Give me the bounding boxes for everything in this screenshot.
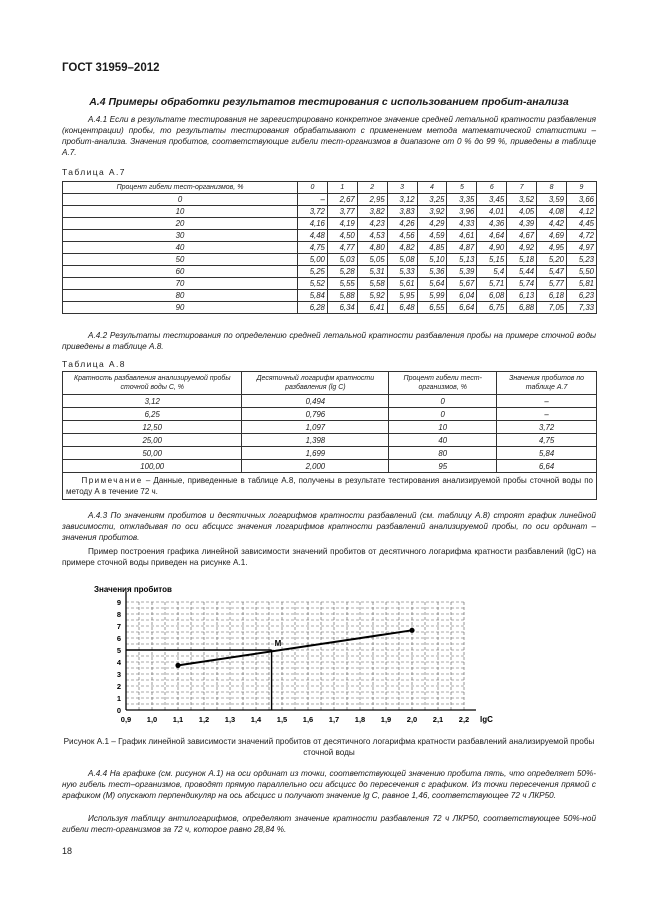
table-cell: 4,75 <box>298 242 328 254</box>
table-row <box>63 254 597 266</box>
table-a7 <box>62 181 597 314</box>
table-row-label: 80 <box>63 290 298 302</box>
table-cell: 4,01 <box>477 206 507 218</box>
table-row-label: 60 <box>63 266 298 278</box>
table-header-row <box>63 372 597 395</box>
x-tick-label: 1,7 <box>328 715 340 724</box>
table-row <box>63 218 597 230</box>
table-cell: 100,00 <box>63 460 242 473</box>
table-cell: 6,28 <box>298 302 328 314</box>
table-header-cell: Кратность разбавления анализируемой пробы сточной воды С, % <box>63 372 242 395</box>
table-cell: 5,20 <box>537 254 567 266</box>
table-cell: 5,25 <box>298 266 328 278</box>
table-cell: 1,398 <box>242 434 389 447</box>
table-cell: 5,05 <box>357 254 387 266</box>
table-cell: 3,25 <box>417 194 447 206</box>
table-header-cell: 1 <box>327 182 357 194</box>
series-line <box>178 630 412 665</box>
note-label: Примечание <box>81 476 143 485</box>
paragraph-a42: А.4.2 Результаты тестирования по определению средней летальной кратности разбавления пробы на примере сточной воды приведены в таблице А.8. <box>62 331 596 351</box>
table-header-cell: 7 <box>507 182 537 194</box>
table-cell: 6,13 <box>507 290 537 302</box>
table-row-label: 10 <box>63 206 298 218</box>
table-cell: 6,04 <box>447 290 477 302</box>
table-cell: 0,796 <box>242 408 389 421</box>
table-cell: 4,12 <box>567 206 597 218</box>
table-cell: 5,74 <box>507 278 537 290</box>
x-tick-label: 1,3 <box>224 715 236 724</box>
table-cell: 5,00 <box>298 254 328 266</box>
table-cell: 4,08 <box>537 206 567 218</box>
table-note <box>63 473 597 500</box>
paragraph-a44b: Используя таблицу антилогарифмов, определяют значение кратности разбавления 72 ч ЛКР50, соответствующее 50%-ной гибели тест-организмов за 72 ч, которое равно 28,84 %. <box>62 814 596 834</box>
y-tick-label: 1 <box>116 694 121 703</box>
table-cell: 1,699 <box>242 447 389 460</box>
table-cell: 6,25 <box>63 408 242 421</box>
data-point <box>409 628 414 633</box>
paragraph-a43b: Пример построения графика линейной зависимости значений пробитов от десятичного логарифма кратности разбавлений (lgC) на примере сточной воды приведен на рисунке А.1. <box>62 547 596 567</box>
table-cell: 5,81 <box>567 278 597 290</box>
table-row <box>63 447 597 460</box>
table-cell: 5,50 <box>567 266 597 278</box>
table-cell: 6,75 <box>477 302 507 314</box>
table-cell: 3,45 <box>477 194 507 206</box>
table-row <box>63 421 597 434</box>
table-cell: 5,92 <box>357 290 387 302</box>
table-cell: 4,95 <box>537 242 567 254</box>
chart-y-label: Значения пробитов <box>94 585 172 594</box>
table-cell: 5,36 <box>417 266 447 278</box>
x-tick-label: 1,6 <box>302 715 314 724</box>
x-tick-label: 2,1 <box>432 715 444 724</box>
table-note-row <box>63 473 597 500</box>
table-cell: 25,00 <box>63 434 242 447</box>
page-number: 18 <box>62 846 73 856</box>
table-cell: 4,80 <box>357 242 387 254</box>
y-tick-label: 0 <box>116 706 121 715</box>
table-row-label: 70 <box>63 278 298 290</box>
x-tick-label: 1,5 <box>276 715 288 724</box>
table-cell: 4,33 <box>447 218 477 230</box>
table-cell: 5,44 <box>507 266 537 278</box>
table-cell: 5,52 <box>298 278 328 290</box>
data-point <box>175 663 180 668</box>
table-cell: 4,77 <box>327 242 357 254</box>
table-cell: 5,10 <box>417 254 447 266</box>
table-cell: 4,97 <box>567 242 597 254</box>
table-cell: 5,88 <box>327 290 357 302</box>
table-row-label: 50 <box>63 254 298 266</box>
table-cell: 5,71 <box>477 278 507 290</box>
table-cell: 5,08 <box>387 254 417 266</box>
table-cell: 5,13 <box>447 254 477 266</box>
table-cell: 10 <box>389 421 497 434</box>
table-cell: 5,99 <box>417 290 447 302</box>
table-cell: 4,42 <box>537 218 567 230</box>
table-cell: 4,19 <box>327 218 357 230</box>
table-cell: 4,48 <box>298 230 328 242</box>
table-cell: 4,56 <box>387 230 417 242</box>
table-header-cell: 0 <box>298 182 328 194</box>
table-row <box>63 242 597 254</box>
y-tick-label: 5 <box>116 646 121 655</box>
table-cell: 5,23 <box>567 254 597 266</box>
table-cell: 5,67 <box>447 278 477 290</box>
table-row <box>63 266 597 278</box>
table-cell: 6,18 <box>537 290 567 302</box>
x-tick-label: 1,9 <box>380 715 392 724</box>
table-cell: 6,64 <box>497 460 597 473</box>
y-tick-label: 9 <box>116 598 121 607</box>
table-cell: 4,82 <box>387 242 417 254</box>
table-cell: 4,36 <box>477 218 507 230</box>
table-header-cell: Процент гибели тест-организмов, % <box>389 372 497 395</box>
table-cell: 4,85 <box>417 242 447 254</box>
paragraph-a44a: А.4.4 На графике (см. рисунок А.1) на оси ординат из точки, соответствующей значению пробита пять, что определяет 50%-ную гибель тест–организмов, проводят прямую параллельно оси абсцисс до пересечения с графиком. Из точки пересечения прямой с графиком (М) опускают перпендикуляр на ось абсцисс и получают значение lg C, равное 1,46, соответствующее 72 ч ЛКР50. <box>62 769 596 800</box>
table-cell: 3,12 <box>387 194 417 206</box>
table-row <box>63 290 597 302</box>
table-cell: 4,75 <box>497 434 597 447</box>
y-tick-label: 7 <box>116 622 121 631</box>
table-cell: 3,96 <box>447 206 477 218</box>
table-row <box>63 395 597 408</box>
table-cell: 5,39 <box>447 266 477 278</box>
table-cell: 4,59 <box>417 230 447 242</box>
table-row-label: 0 <box>63 194 298 206</box>
table-cell: 7,33 <box>567 302 597 314</box>
y-tick-label: 3 <box>116 670 121 679</box>
table-cell: 3,72 <box>298 206 328 218</box>
table-a8-caption: Таблица А.8 <box>62 359 126 369</box>
table-cell: 12,50 <box>63 421 242 434</box>
table-cell: 4,26 <box>387 218 417 230</box>
x-tick-label: 1,2 <box>198 715 210 724</box>
table-cell: 4,45 <box>567 218 597 230</box>
chart-x-label: lgC <box>480 715 493 724</box>
table-header-cell: 9 <box>567 182 597 194</box>
x-tick-label: 1,1 <box>172 715 184 724</box>
table-header-cell: 6 <box>477 182 507 194</box>
table-cell: 4,50 <box>327 230 357 242</box>
table-cell: 6,55 <box>417 302 447 314</box>
table-a8 <box>62 371 597 500</box>
x-tick-label: 1,8 <box>354 715 366 724</box>
table-row <box>63 278 597 290</box>
table-cell: 4,72 <box>567 230 597 242</box>
paragraph-a41: А.4.1 Если в результате тестирования не зарегистрировано конкретное значение средней летальной кратности разбавления (концентрации) пробы, то результаты тестирования обрабатывают с применением метода математической статистики – пробит-анализа. Значения пробитов, соответствующие гибели тест-организмов в диапазоне от 0 % до 99 %, приведены в таблице А.7. <box>62 115 596 157</box>
table-cell: 4,61 <box>447 230 477 242</box>
table-cell: 4,29 <box>417 218 447 230</box>
table-cell: 4,92 <box>507 242 537 254</box>
table-cell: 80 <box>389 447 497 460</box>
x-tick-label: 0,9 <box>120 715 132 724</box>
table-row <box>63 434 597 447</box>
table-cell: 5,84 <box>497 447 597 460</box>
table-cell: 5,55 <box>327 278 357 290</box>
y-tick-label: 8 <box>116 610 121 619</box>
table-cell: 7,05 <box>537 302 567 314</box>
table-cell: 3,82 <box>357 206 387 218</box>
table-cell: 0,494 <box>242 395 389 408</box>
table-cell: 5,03 <box>327 254 357 266</box>
table-row <box>63 408 597 421</box>
table-cell: 4,87 <box>447 242 477 254</box>
table-cell: 4,90 <box>477 242 507 254</box>
table-cell: 3,77 <box>327 206 357 218</box>
table-cell: 6,34 <box>327 302 357 314</box>
table-cell: 6,41 <box>357 302 387 314</box>
table-header-cell: 8 <box>537 182 567 194</box>
table-cell: 2,95 <box>357 194 387 206</box>
table-cell: 4,05 <box>507 206 537 218</box>
table-cell: 3,92 <box>417 206 447 218</box>
table-row <box>63 194 597 206</box>
table-row <box>63 206 597 218</box>
table-header-cell: Процент гибели тест-организмов, % <box>63 182 298 194</box>
table-cell: 3,59 <box>537 194 567 206</box>
table-cell: 4,39 <box>507 218 537 230</box>
table-row <box>63 460 597 473</box>
table-cell: – <box>497 408 597 421</box>
x-tick-label: 2,0 <box>406 715 418 724</box>
x-tick-label: 1,4 <box>250 715 262 724</box>
table-cell: 0 <box>389 395 497 408</box>
section-title: А.4 Примеры обработки результатов тестирования с использованием пробит-анализа <box>89 96 569 108</box>
table-cell: 4,23 <box>357 218 387 230</box>
table-cell: 5,4 <box>477 266 507 278</box>
table-header-cell: 2 <box>357 182 387 194</box>
y-tick-label: 4 <box>116 658 121 667</box>
table-cell: 2,000 <box>242 460 389 473</box>
table-cell: 2,67 <box>327 194 357 206</box>
table-row-label: 20 <box>63 218 298 230</box>
table-cell: 0 <box>389 408 497 421</box>
table-row-label: 30 <box>63 230 298 242</box>
table-cell: 5,58 <box>357 278 387 290</box>
table-header-cell: 3 <box>387 182 417 194</box>
table-cell: 6,64 <box>447 302 477 314</box>
table-cell: 5,95 <box>387 290 417 302</box>
figure-caption: Рисунок А.1 – График линейной зависимости значений пробитов от десятичного логарифма кратности разбавлений анализируемой пробы сточной воды <box>63 737 595 757</box>
table-row <box>63 302 597 314</box>
table-row <box>63 230 597 242</box>
table-cell: 6,23 <box>567 290 597 302</box>
table-cell: 5,64 <box>417 278 447 290</box>
table-cell: 5,84 <box>298 290 328 302</box>
y-tick-label: 2 <box>116 682 121 691</box>
x-tick-label: 1,0 <box>146 715 158 724</box>
table-cell: 3,52 <box>507 194 537 206</box>
document-header: ГОСТ 31959–2012 <box>62 62 160 74</box>
table-cell: 1,097 <box>242 421 389 434</box>
table-cell: 3,83 <box>387 206 417 218</box>
table-header-row <box>63 182 597 194</box>
table-cell: 5,47 <box>537 266 567 278</box>
table-cell: 5,28 <box>327 266 357 278</box>
table-row-label: 40 <box>63 242 298 254</box>
probit-chart <box>88 580 558 730</box>
table-cell: – <box>298 194 328 206</box>
table-cell: 6,08 <box>477 290 507 302</box>
annotation-m: M <box>274 639 282 648</box>
table-cell: 5,61 <box>387 278 417 290</box>
table-header-cell: 4 <box>417 182 447 194</box>
table-cell: 5,18 <box>507 254 537 266</box>
table-cell: 5,15 <box>477 254 507 266</box>
table-cell: 3,72 <box>497 421 597 434</box>
table-header-cell: 5 <box>447 182 477 194</box>
table-cell: 6,48 <box>387 302 417 314</box>
table-cell: 5,33 <box>387 266 417 278</box>
table-row-label: 90 <box>63 302 298 314</box>
table-cell: 5,77 <box>537 278 567 290</box>
table-header-cell: Значения пробитов по таблице А.7 <box>497 372 597 395</box>
table-cell: 4,16 <box>298 218 328 230</box>
note-text: – Данные, приведенные в таблице А.8, получены в результате тестирования анализируемой пробы сточной воды по методу А в течение 72 ч. <box>66 476 593 496</box>
x-tick-label: 2,2 <box>458 715 470 724</box>
table-cell: 4,67 <box>507 230 537 242</box>
paragraph-a43: А.4.3 По значениям пробитов и десятичных логарифмов кратности разбавлений (см. таблицу А.8) строят график линейной зависимости, откладывая по оси абсцисс значения логарифмов кратности разбавлений анализируемой пробы, по оси ординат – значения пробитов. <box>62 511 596 542</box>
table-cell: 4,53 <box>357 230 387 242</box>
table-a7-caption: Таблица А.7 <box>62 167 126 177</box>
table-cell: 3,12 <box>63 395 242 408</box>
table-cell: 3,66 <box>567 194 597 206</box>
table-cell: 5,31 <box>357 266 387 278</box>
y-tick-label: 6 <box>116 634 121 643</box>
table-cell: 3,35 <box>447 194 477 206</box>
table-cell: 95 <box>389 460 497 473</box>
table-cell: 40 <box>389 434 497 447</box>
table-cell: 6,88 <box>507 302 537 314</box>
table-cell: 4,69 <box>537 230 567 242</box>
table-header-cell: Десятичный логарифм кратности разбавления (lg C) <box>242 372 389 395</box>
table-cell: 50,00 <box>63 447 242 460</box>
table-cell: 4,64 <box>477 230 507 242</box>
table-cell: – <box>497 395 597 408</box>
